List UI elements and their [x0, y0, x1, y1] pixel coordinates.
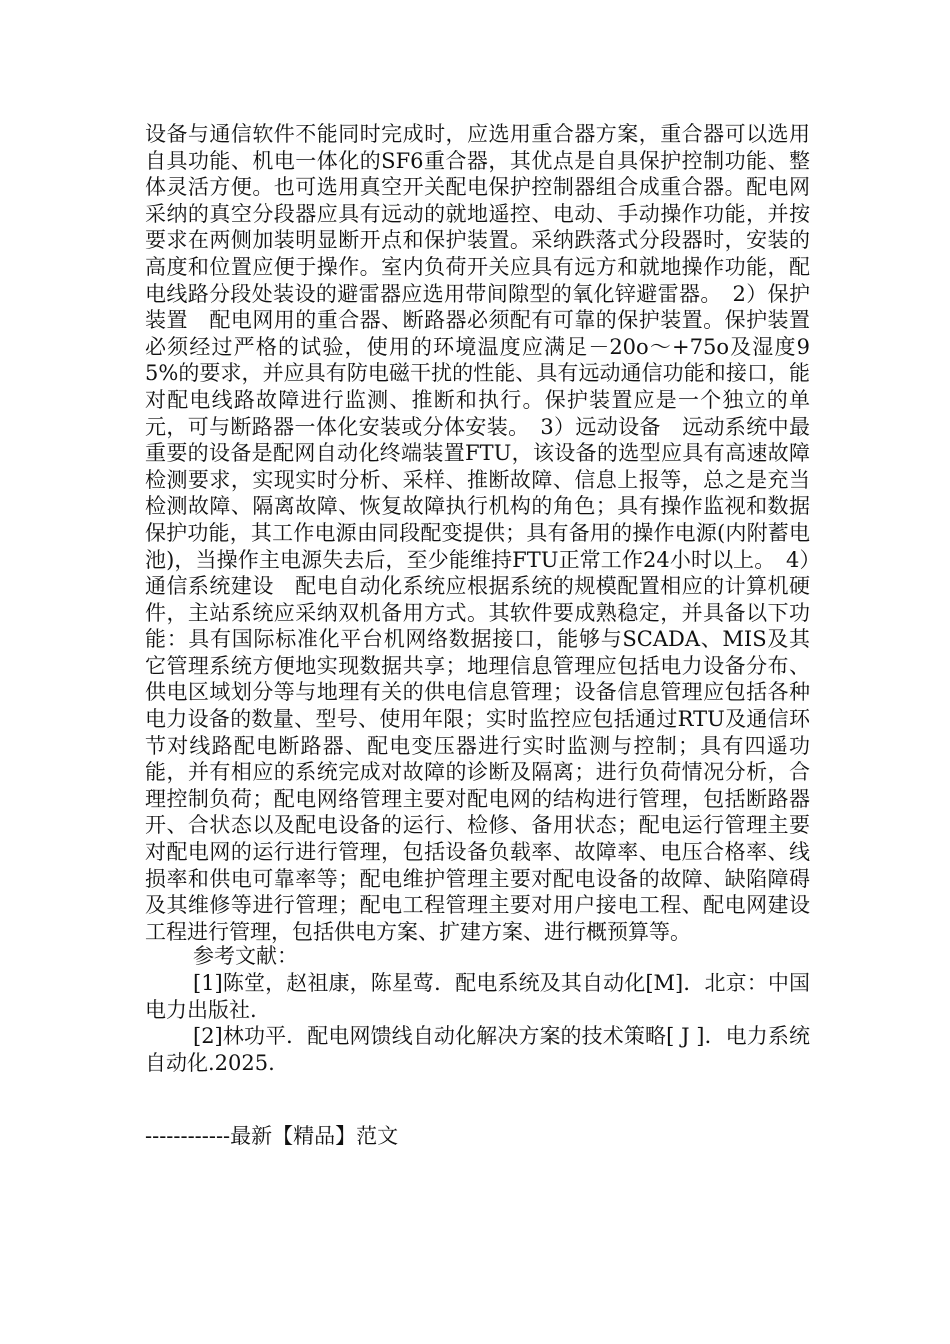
reference-item-1: [1]陈堂，赵祖康，陈星莺．配电系统及其自动化[M]．北京：中国电力出版社. — [145, 971, 810, 1022]
footer-text: ------------最新【精品】范文 — [145, 1124, 399, 1148]
body-paragraph: 设备与通信软件不能同时完成时，应选用重合器方案，重合器可以选用自具功能、机电一体化的SF6重合器，其优点是自具保护控制功能、整体灵活方便。也可选用真空开关配电保护控制器组合成重合器。配电网采纳的真空分段器应具有远动的就地遥控、电动、手动操作功能，并按要求在两侧加装明显断开点和保护装置。采纳跌落式分段器时，安装的高度和位置应便于操作。室内负荷开关应具有远方和就地操作功能，配电线路分段处装设的避雷器应选用带间隙型的氧化锌避雷器。 2）保护装置 配电网用的重合器、断路器必须配有可靠的保护装置。保护装置必须经过严格的试验，使用的环境温度应满足－20o～+75o及湿度95%的要求，并应具有防电磁干扰的性能、具有远动通信功能和接口，能对配电线路故障进行监测、推断和执行。保护装置应是一个独立的单元，可与断路器一体化安装或分体安装。 3）远动设备 远动系统中最重要的设备是配网自动化终端装置FTU，该设备的选型应具有高速故障检测要求，实现实时分析、采样、推断故障、信息上报等，总之是充当检测故障、隔离故障、恢复故障执行机构的角色；具有操作监视和数据保护功能，其工作电源由同段配变提供；具有备用的操作电源(内附蓄电池)，当操作主电源失去后，至少能维持FTU正常工作24小时以上。 4）通信系统建设 配电自动化系统应根据系统的规模配置相应的计算机硬件，主站系统应采纳双机备用方式。其软件要成熟稳定，并具备以下功能：具有国际标准化平台机网络数据接口，能够与SCADA、MIS及其它管理系统方便地实现数据共享；地理信息管理应包括电力设备分布、供电区域划分等与地理有关的供电信息管理；设备信息管理应包括各种电力设备的数量、型号、使用年限；实时监控应包括通过RTU及通信环节对线路配电断路器、配电变压器进行实时监测与控制；具有四遥功能，并有相应的系统完成对故障的诊断及隔离；进行负荷情况分析，合理控制负荷；配电网络管理主要对配电网的结构进行管理，包括断路器开、合状态以及配电设备的运行、检修、备用状态；配电运行管理主要对配电网的运行进行管理，包括设备负载率、故障率、电压合格率、线损率和供电可靠率等；配电维护管理主要对配电设备的故障、缺陷障碍及其维修等进行管理；配电工程管理主要对用户接电工程、配电网建设工程进行管理，包括供电方案、扩建方案、进行概预算等。 — [145, 122, 810, 944]
references-heading: 参考文献： — [193, 944, 298, 968]
reference-item-2: [2]林功平．配电网馈线自动化解决方案的技术策略[ J ]．电力系统自动化.2025. — [145, 1024, 810, 1075]
